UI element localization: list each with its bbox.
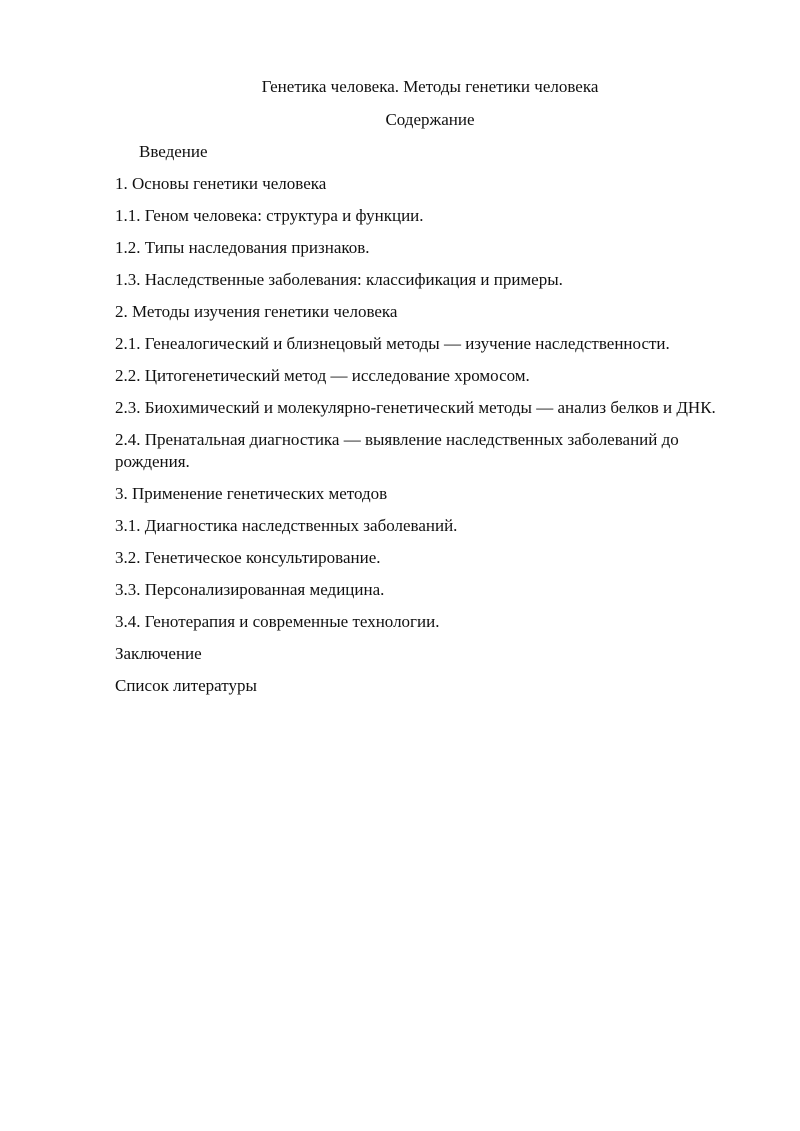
- toc-item-1-3: 1.3. Наследственные заболевания: классификация и примеры.: [115, 270, 563, 289]
- toc-item-3-1: 3.1. Диагностика наследственных заболеваний.: [115, 516, 458, 535]
- toc-heading: Содержание: [385, 110, 475, 129]
- toc-item-1-1: 1.1. Геном человека: структура и функции.: [115, 206, 424, 225]
- toc-item-3-2: 3.2. Генетическое консультирование.: [115, 548, 381, 567]
- toc-item-3: 3. Применение генетических методов: [115, 484, 388, 503]
- toc-item-references: Список литературы: [115, 676, 257, 695]
- toc-item-2-3: 2.3. Биохимический и молекулярно-генетический методы — анализ белков и ДНК.: [115, 398, 716, 417]
- toc-item-2-1: 2.1. Генеалогический и близнецовый методы — изучение наследственности.: [115, 334, 670, 353]
- toc-item-1-2: 1.2. Типы наследования признаков.: [115, 238, 370, 257]
- toc-item-2-2: 2.2. Цитогенетический метод — исследование хромосом.: [115, 366, 530, 385]
- toc-item-3-3: 3.3. Персонализированная медицина.: [115, 580, 385, 599]
- toc-item-2: 2. Методы изучения генетики человека: [115, 302, 398, 321]
- document-title: Генетика человека. Методы генетики человека: [261, 77, 599, 96]
- table-of-contents: [115, 141, 745, 707]
- toc-item-conclusion: Заключение: [115, 644, 202, 663]
- toc-item-2-4: 2.4. Пренатальная диагностика — выявление наследственных заболеваний до рождения.: [115, 430, 679, 471]
- toc-item-1: 1. Основы генетики человека: [115, 174, 327, 193]
- toc-item-introduction: Введение: [139, 142, 208, 161]
- toc-item-3-4: 3.4. Генотерапия и современные технологии.: [115, 612, 440, 631]
